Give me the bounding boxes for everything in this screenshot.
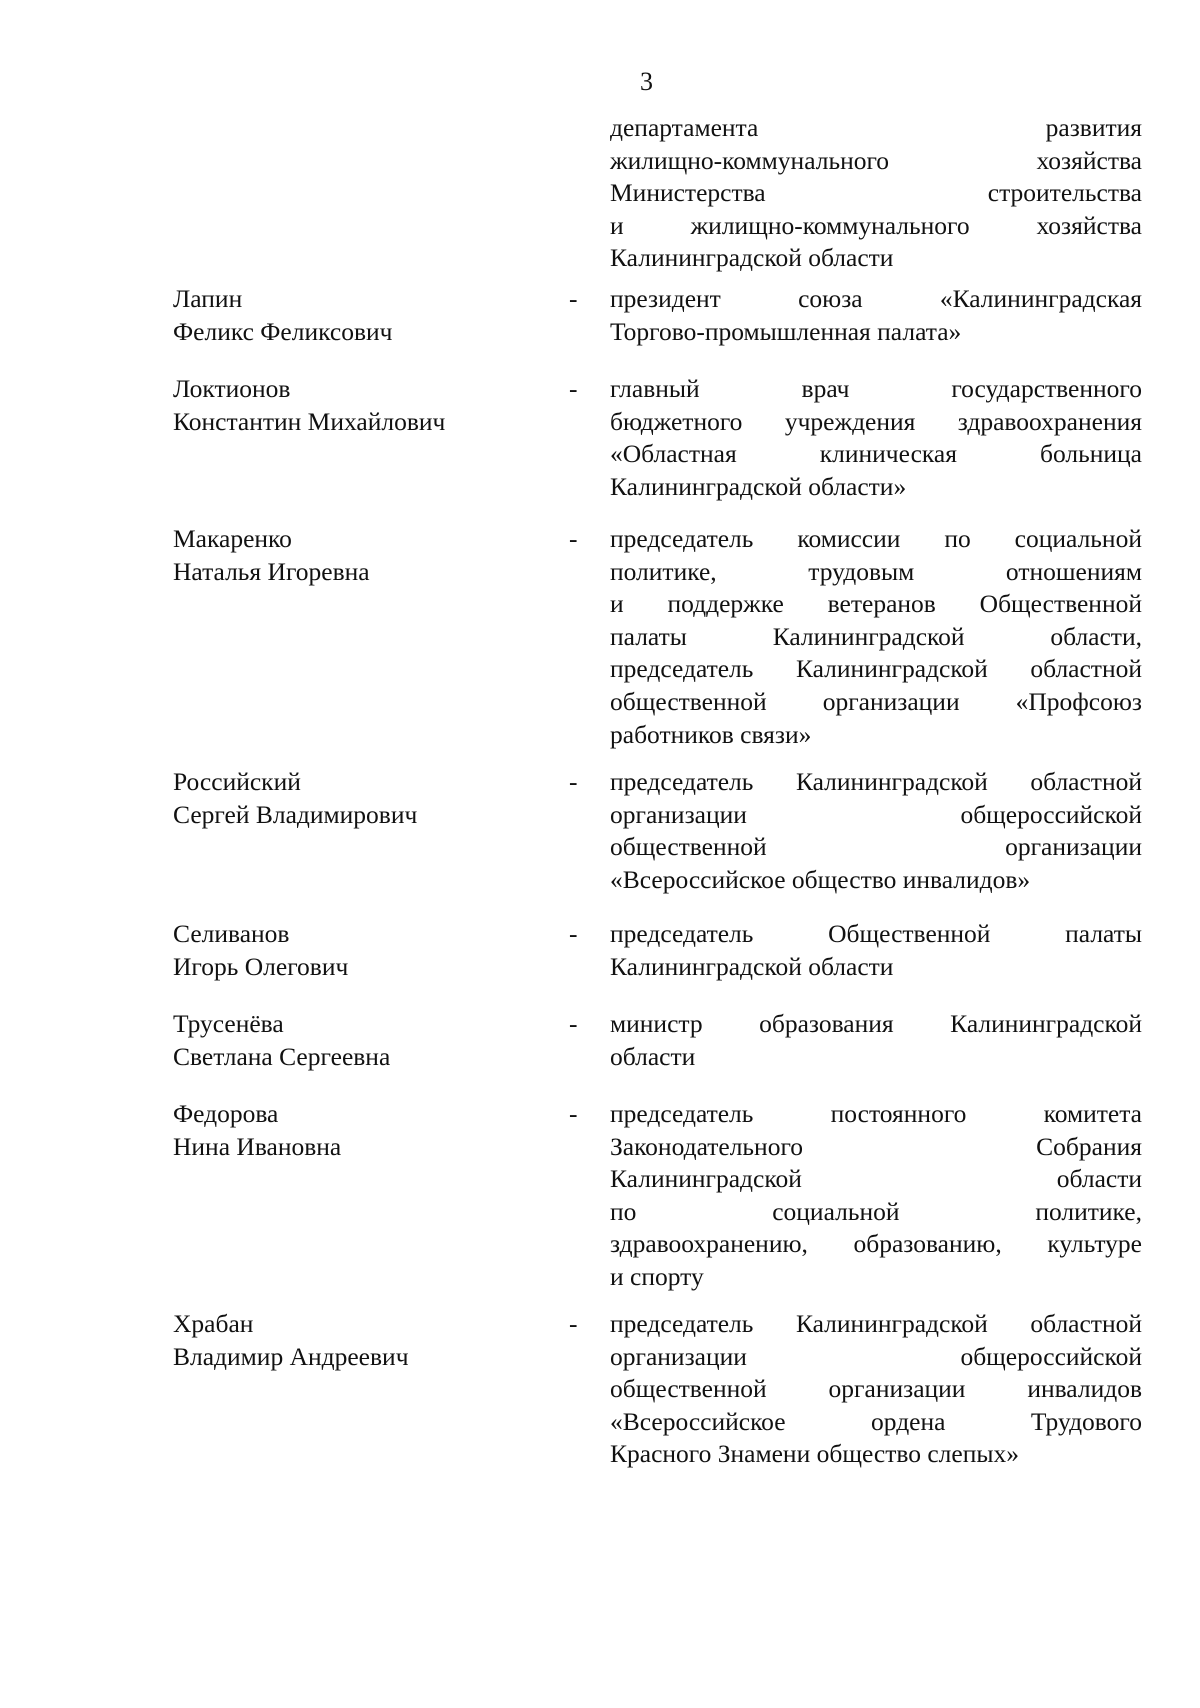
- description-word: Калининградской: [610, 1164, 802, 1194]
- description-word: Калининградской: [795, 1309, 988, 1338]
- description-line: [610, 1131, 1142, 1164]
- description-line: [610, 653, 1142, 686]
- description-word: «Всероссийское: [610, 1406, 786, 1436]
- description-word: председатель: [610, 654, 754, 684]
- description-word: Трудового: [1030, 1406, 1142, 1436]
- description-line: [610, 177, 1142, 210]
- member-name: [173, 1008, 553, 1073]
- description-word: председатель: [610, 919, 754, 948]
- member-surname: Лапин: [173, 284, 243, 313]
- description-word: социальной: [1014, 524, 1142, 553]
- description-line: [610, 719, 1142, 752]
- description-word: поддержке: [667, 589, 784, 619]
- separator-dash: -: [569, 1009, 578, 1038]
- description-word: общественной: [610, 1374, 767, 1404]
- description-line: [610, 145, 1142, 178]
- description-word: председатель: [610, 767, 754, 796]
- description-line: [610, 621, 1142, 654]
- description-word: Калининградской: [772, 621, 965, 651]
- description-line: [610, 1008, 1142, 1041]
- description-word: развития: [1045, 113, 1142, 142]
- description-word: строительства: [987, 178, 1142, 208]
- description-line: [610, 1098, 1142, 1131]
- description-word: Калининградской области»: [610, 471, 907, 501]
- description-word: клиническая: [819, 439, 957, 469]
- member-name: [173, 373, 553, 438]
- description-word: организации: [828, 1374, 966, 1404]
- member-given-names: Феликс Феликсович: [173, 316, 393, 346]
- member-name: [173, 1098, 553, 1163]
- description-word: общероссийской: [960, 799, 1142, 829]
- description-word: бюджетного: [610, 406, 743, 436]
- description-word: председатель: [610, 1099, 754, 1128]
- description-word: инвалидов: [1027, 1374, 1142, 1404]
- description-line: [610, 799, 1142, 832]
- member-name: [173, 1308, 553, 1373]
- member-surname: Федорова: [173, 1099, 279, 1128]
- member-given-names: Нина Ивановна: [173, 1131, 342, 1161]
- description-line: [610, 112, 1142, 145]
- description-word: Общественной: [828, 919, 991, 948]
- description-word: областной: [1030, 1309, 1142, 1338]
- separator-dash: -: [569, 374, 578, 403]
- description-word: департамента: [610, 113, 759, 142]
- member-position-description: [610, 1098, 1142, 1294]
- description-line: [610, 918, 1142, 951]
- member-given-names: Наталья Игоревна: [173, 556, 370, 586]
- description-word: отношениям: [1005, 556, 1142, 586]
- description-word: общественной: [610, 686, 767, 716]
- description-word: политике,: [610, 556, 717, 586]
- member-surname: Трусенёва: [173, 1009, 284, 1038]
- description-line: [610, 1261, 1142, 1294]
- description-word: министр: [610, 1009, 703, 1038]
- description-word: председатель: [610, 1309, 754, 1338]
- description-line: [610, 951, 1142, 984]
- description-line: [610, 210, 1142, 243]
- description-word: больница: [1040, 439, 1142, 469]
- description-line: [610, 864, 1142, 897]
- description-line: [610, 1406, 1142, 1439]
- separator-dash: -: [569, 1309, 578, 1338]
- description-word: областной: [1030, 767, 1142, 796]
- description-word: Общественной: [979, 589, 1142, 619]
- description-line: [610, 1196, 1142, 1229]
- description-line: [610, 523, 1142, 556]
- member-name: [173, 766, 553, 831]
- description-line: [610, 686, 1142, 719]
- description-line: [610, 1228, 1142, 1261]
- description-word: государственного: [951, 374, 1142, 403]
- member-surname: Храбан: [173, 1309, 254, 1338]
- description-word: Калининградской области: [610, 951, 894, 981]
- description-line: [610, 373, 1142, 406]
- member-surname: Локтионов: [173, 374, 291, 403]
- description-word: социальной: [772, 1196, 900, 1226]
- description-word: организации: [1005, 832, 1142, 862]
- description-word: председатель: [610, 524, 754, 553]
- description-word: здравоохранения: [957, 406, 1142, 436]
- description-line: [610, 1041, 1142, 1074]
- description-word: «Калининградская: [939, 284, 1142, 313]
- description-word: и: [610, 210, 624, 240]
- description-word: Красного Знамени общество слепых»: [610, 1439, 1020, 1469]
- description-word: «Всероссийское общество инвалидов»: [610, 864, 1031, 894]
- description-word: жилищно-коммунального: [690, 210, 970, 240]
- description-word: культуре: [1047, 1229, 1142, 1259]
- description-line: [610, 1373, 1142, 1406]
- description-word: по: [944, 524, 971, 553]
- description-line: [610, 766, 1142, 799]
- description-word: Калининградской: [795, 654, 988, 684]
- description-word: комиссии: [797, 524, 901, 553]
- member-given-names: Светлана Сергеевна: [173, 1041, 391, 1071]
- description-word: Законодательного: [610, 1131, 804, 1161]
- description-line: [610, 556, 1142, 589]
- member-name: [173, 283, 553, 348]
- description-line: [610, 316, 1142, 349]
- description-line: [610, 1308, 1142, 1341]
- description-line: [610, 242, 1142, 275]
- description-word: организации: [610, 1341, 747, 1371]
- description-word: Калининградской: [795, 767, 988, 796]
- description-word: работников связи»: [610, 719, 812, 749]
- description-word: образованию,: [853, 1229, 1002, 1259]
- description-word: организации: [822, 686, 960, 716]
- description-word: учреждения: [784, 406, 916, 436]
- member-given-names: Константин Михайлович: [173, 406, 446, 436]
- separator-dash: -: [569, 1099, 578, 1128]
- description-word: здравоохранению,: [610, 1229, 808, 1259]
- description-word: области: [1056, 1164, 1142, 1194]
- description-word: организации: [610, 799, 747, 829]
- page-number: 3: [640, 67, 653, 96]
- description-word: общественной: [610, 832, 767, 862]
- separator-dash: -: [569, 284, 578, 313]
- description-word: постоянного: [830, 1099, 967, 1128]
- member-position-description: [610, 523, 1142, 751]
- description-word: комитета: [1043, 1099, 1142, 1128]
- description-word: палаты: [1065, 919, 1142, 948]
- description-word: палаты: [610, 621, 687, 651]
- member-given-names: Сергей Владимирович: [173, 799, 418, 829]
- member-name: [173, 918, 553, 983]
- description-word: и спорту: [610, 1261, 704, 1291]
- description-line: [610, 406, 1142, 439]
- member-surname: Селиванов: [173, 919, 290, 948]
- member-position-description: [610, 918, 1142, 983]
- description-word: Калининградской области: [610, 243, 894, 273]
- description-word: ветеранов: [827, 589, 936, 619]
- description-word: «Профсоюз: [1015, 686, 1142, 716]
- description-line: [610, 1341, 1142, 1374]
- description-word: хозяйства: [1036, 145, 1142, 175]
- description-word: трудовым: [808, 556, 915, 586]
- description-line: [610, 588, 1142, 621]
- description-word: главный: [610, 374, 700, 403]
- member-given-names: Игорь Олегович: [173, 951, 349, 981]
- member-position-description: [610, 1308, 1142, 1471]
- separator-dash: -: [569, 919, 578, 948]
- description-word: жилищно-коммунального: [610, 145, 890, 175]
- description-line: [610, 1163, 1142, 1196]
- member-name: [173, 523, 553, 588]
- description-line: [610, 831, 1142, 864]
- description-word: политике,: [1035, 1196, 1142, 1226]
- member-given-names: Владимир Андреевич: [173, 1341, 409, 1371]
- member-position-description: [610, 283, 1142, 348]
- description-line: [610, 438, 1142, 471]
- description-word: общероссийской: [960, 1341, 1142, 1371]
- member-position-description: [610, 373, 1142, 503]
- description-line: [610, 471, 1142, 504]
- description-word: хозяйства: [1036, 210, 1142, 240]
- description-word: «Областная: [610, 439, 737, 469]
- description-word: врач: [801, 374, 850, 403]
- description-word: и: [610, 589, 624, 619]
- description-word: области: [610, 1041, 696, 1071]
- description-word: образования: [759, 1009, 894, 1038]
- description-word: областной: [1030, 654, 1142, 684]
- description-word: Собрания: [1036, 1131, 1142, 1161]
- description-word: союза: [798, 284, 863, 313]
- separator-dash: -: [569, 767, 578, 796]
- description-line: [610, 1438, 1142, 1471]
- description-word: Калининградской: [950, 1009, 1142, 1038]
- description-word: по: [610, 1196, 637, 1226]
- description-line: [610, 283, 1142, 316]
- continued-position-description: [610, 112, 1142, 275]
- description-word: Торгово-промышленная палата»: [610, 316, 962, 346]
- separator-dash: -: [569, 524, 578, 553]
- member-position-description: [610, 1008, 1142, 1073]
- description-word: ордена: [871, 1406, 946, 1436]
- description-word: Министерства: [610, 178, 766, 208]
- member-surname: Макаренко: [173, 524, 292, 553]
- description-word: президент: [610, 284, 721, 313]
- member-surname: Российский: [173, 767, 301, 796]
- description-word: области,: [1050, 621, 1142, 651]
- member-position-description: [610, 766, 1142, 896]
